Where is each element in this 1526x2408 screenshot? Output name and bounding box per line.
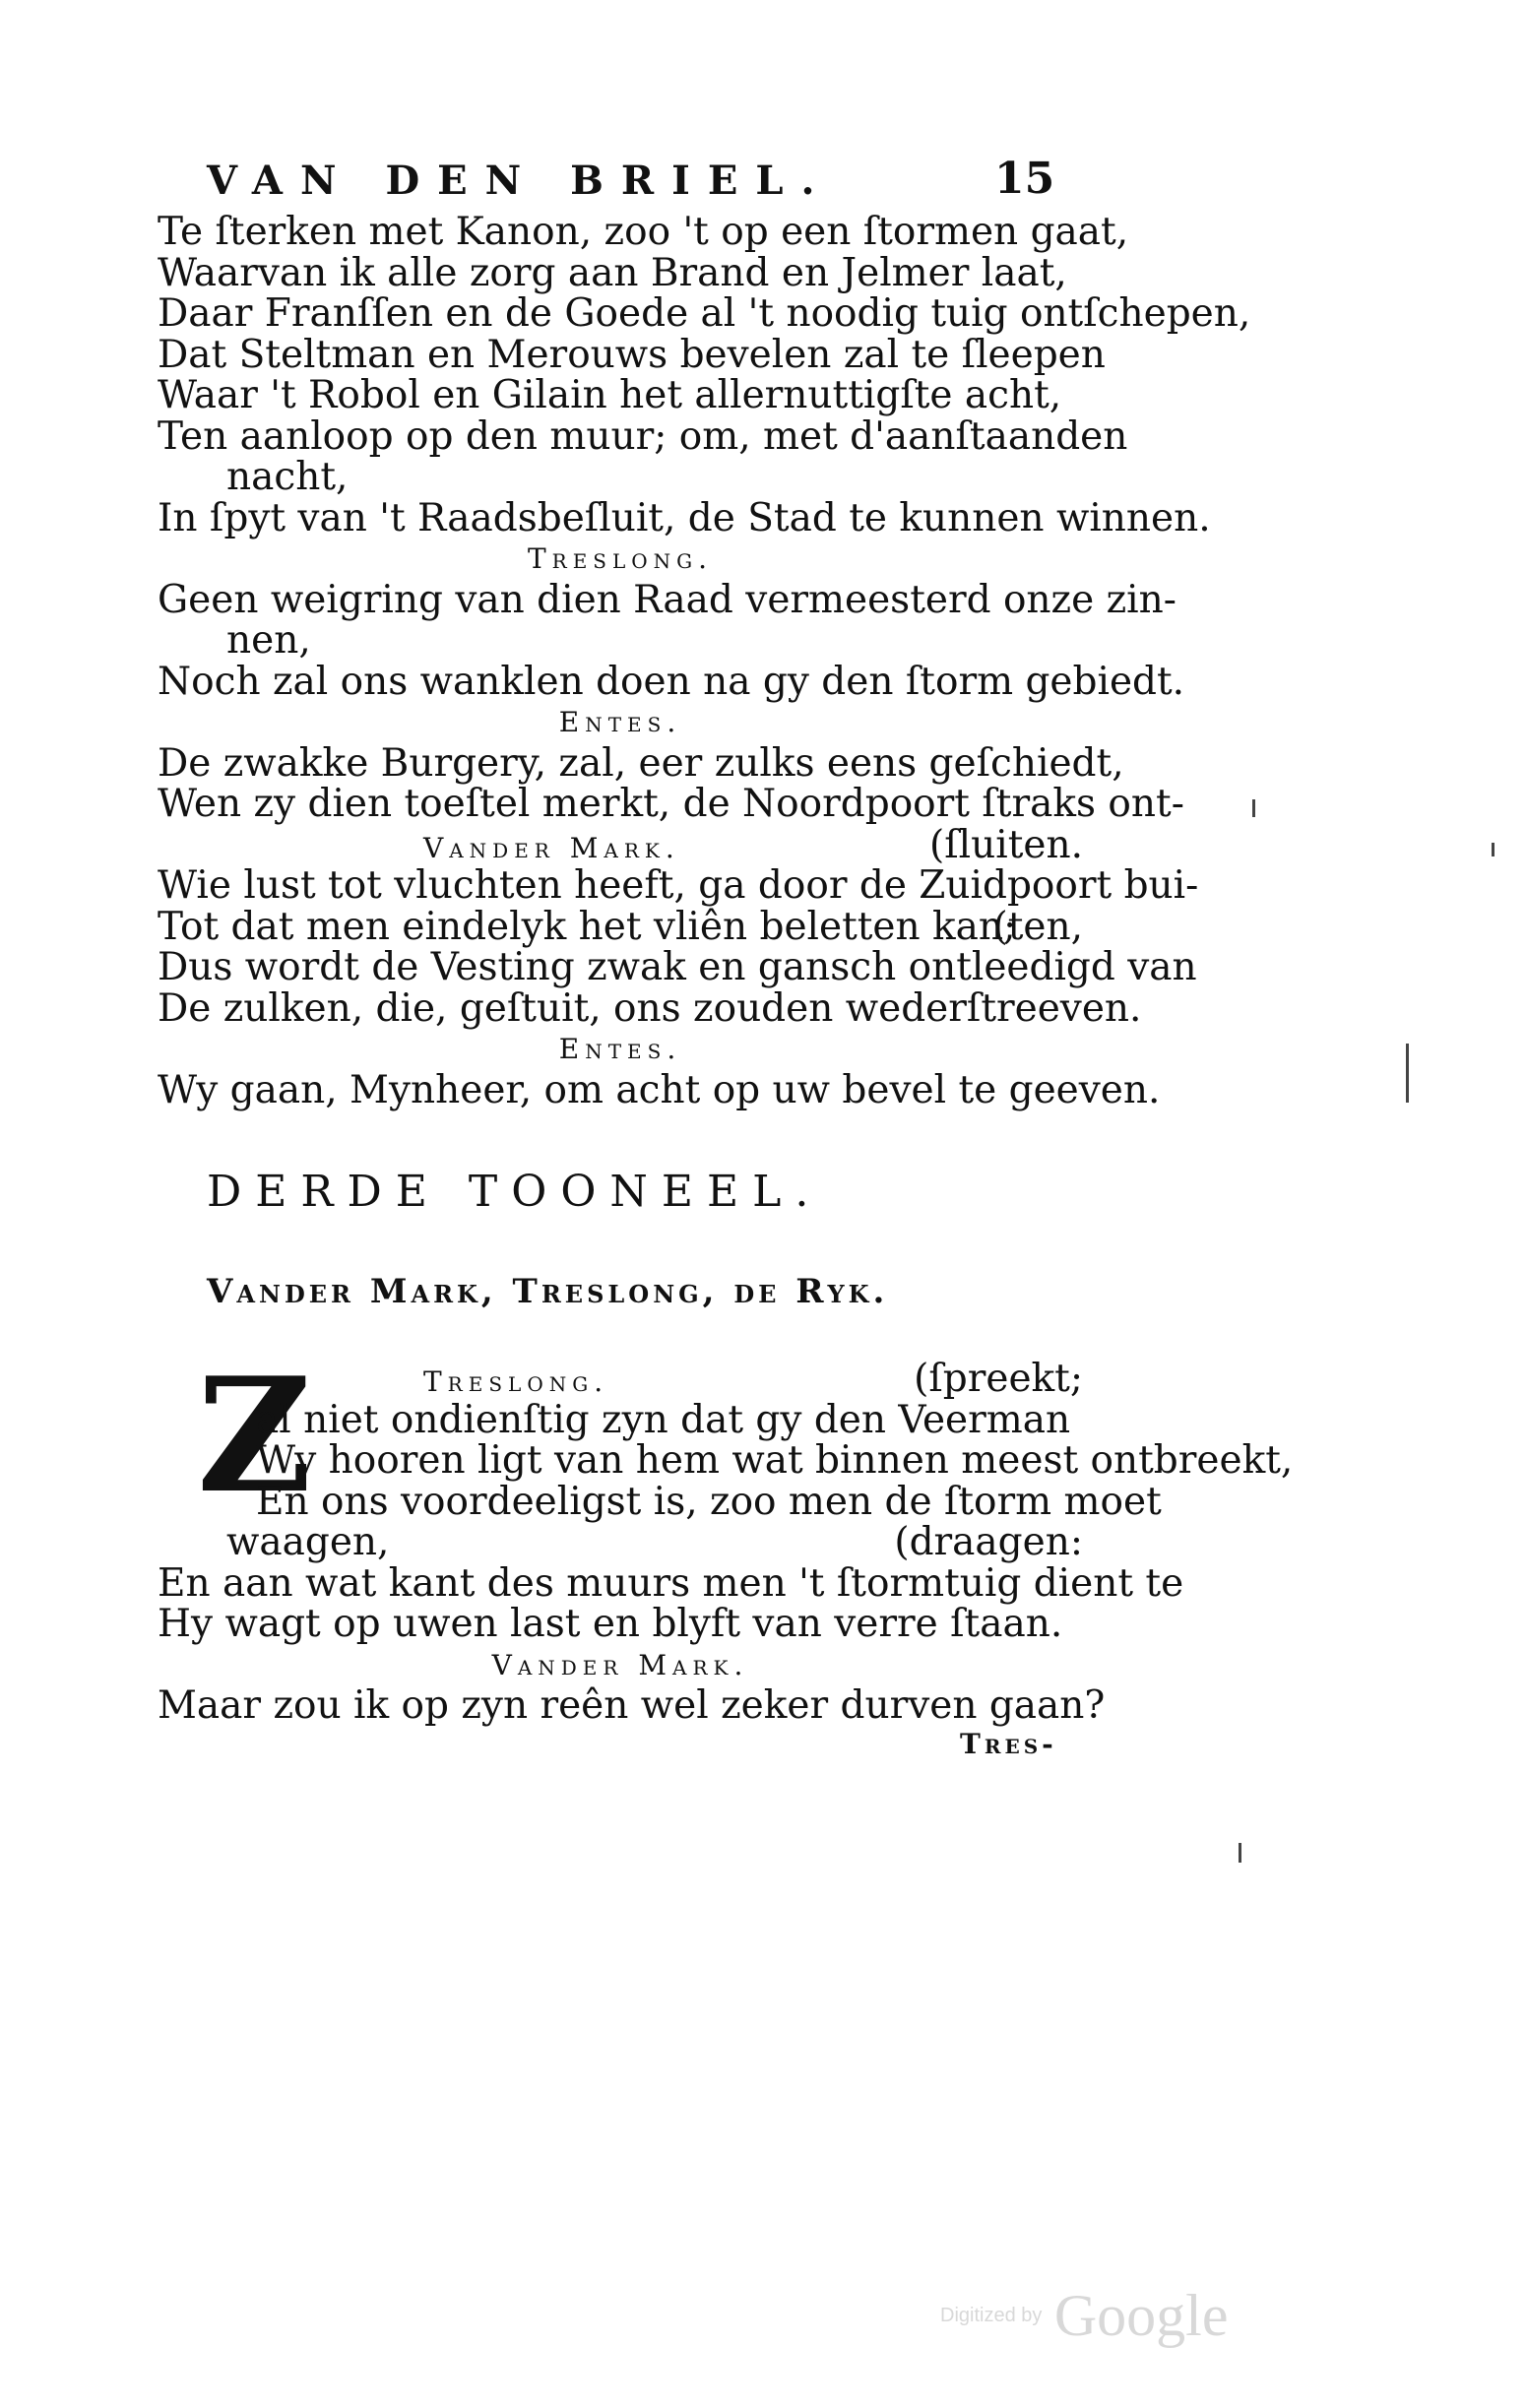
verse-line: Te ſterken met Kanon, zoo 't op een ſtormen gaat, (158, 210, 1129, 254)
speaker-row (158, 1359, 1083, 1400)
google-logo: Google (1053, 2283, 1229, 2348)
verse-line: Tot dat men eindelyk het vliên beletten kan; (158, 904, 1017, 949)
verse-line: De zulken, die, geſtuit, ons zouden wederſtreeven. (158, 985, 1142, 1031)
verse-line: Ten aanloop op den muur; om, met d'aanſtaanden (158, 413, 1128, 459)
turnover-note: (ſpreekt; (914, 1357, 1083, 1401)
verse-line: al niet ondienſtig zyn dat gy den Veerman (256, 1397, 1071, 1442)
verse-line: Daar Franſſen en de Goede al 't noodig tuig ontſchepen, (158, 291, 1251, 336)
verse-line: Waarvan ik alle zorg aan Brand en Jelmer laat, (158, 250, 1067, 295)
verse-line: Geen weigring van dien Raad vermeesterd onze zin- (158, 577, 1176, 622)
verse-continuation: waagen, (226, 1520, 390, 1564)
speaker-row (158, 822, 1083, 867)
verse-line: En aan wat kant des muurs men 't ſtormtuig dient te (158, 1560, 1184, 1606)
verse-line: Wy gaan, Mynheer, om acht op uw bevel te geeven. (158, 1067, 1161, 1112)
scan-speck (1252, 799, 1255, 817)
running-title: VAN DEN BRIEL. (207, 158, 833, 204)
verse-line: En ons voordeeligst is, zoo men de ſtorm moet (256, 1479, 1162, 1524)
scan-speck (1239, 1843, 1241, 1863)
verse-row (158, 904, 1083, 949)
speaker-name: Entes. (558, 1033, 682, 1065)
page-number: 15 (994, 154, 1055, 204)
turnover-note: (draagen: (894, 1520, 1083, 1564)
verse-line: Waar 't Robol en Gilain het allernuttigſte acht, (158, 373, 1062, 417)
verse-row (158, 1522, 1083, 1563)
catchword: Tres- (960, 1728, 1057, 1760)
digitized-watermark (940, 2282, 1228, 2350)
running-header (207, 154, 1063, 204)
verse-line: Maar zou ik op zyn reên wel zeker durven gaan? (158, 1683, 1106, 1728)
turnover-note: (ten, (992, 904, 1083, 949)
text-block-1 (158, 210, 1251, 1112)
drop-cap: Z (197, 1343, 312, 1528)
verse-line: Wen zy dien toeſtel merkt, de Noordpoort ſtraks ont- (158, 782, 1184, 826)
speaker-name: Entes. (558, 706, 682, 738)
verse-line: Dus wordt de Vesting zwak en gansch ontleedigd van (158, 945, 1197, 989)
verse-continuation: nen, (226, 618, 311, 663)
watermark-text: Digitized by (940, 2305, 1043, 2326)
verse-line: Wy hooren ligt van hem wat binnen meest ontbreekt, (256, 1438, 1294, 1483)
speaker-name: Treslong. (527, 542, 714, 575)
speaker-name: Vander Mark. (491, 1648, 749, 1681)
verse-line: Hy wagt op uwen last en blyft van verre ſtaan. (158, 1602, 1063, 1646)
dramatis-personae: Vander Mark, Treslong, de Ryk. (207, 1272, 889, 1311)
turnover-note: (ſluiten. (929, 822, 1083, 867)
speaker-name: Vander Mark. (423, 831, 680, 864)
verse-line: Wie lust tot vluchten heeft, ga door de Zuidpoort bui- (158, 863, 1199, 908)
scan-speck (1492, 843, 1494, 856)
verse-line: De zwakke Burgery, zal, eer zulks eens geſchiedt, (158, 740, 1124, 786)
verse-line: Noch zal ons wanklen doen na gy den ſtorm gebiedt. (158, 659, 1185, 704)
scene-title: DERDE TOONEEL. (207, 1167, 823, 1217)
scan-speck (1406, 1044, 1409, 1103)
verse-line: Dat Steltman en Merouws bevelen zal te ſleepen (158, 332, 1106, 377)
speaker-name: Treslong. (423, 1365, 609, 1398)
text-block-2 (158, 1343, 1294, 1728)
verse-line: In ſpyt van 't Raadsbeſluit, de Stad te kunnen winnen. (158, 495, 1211, 540)
verse-continuation: nacht, (226, 455, 349, 499)
